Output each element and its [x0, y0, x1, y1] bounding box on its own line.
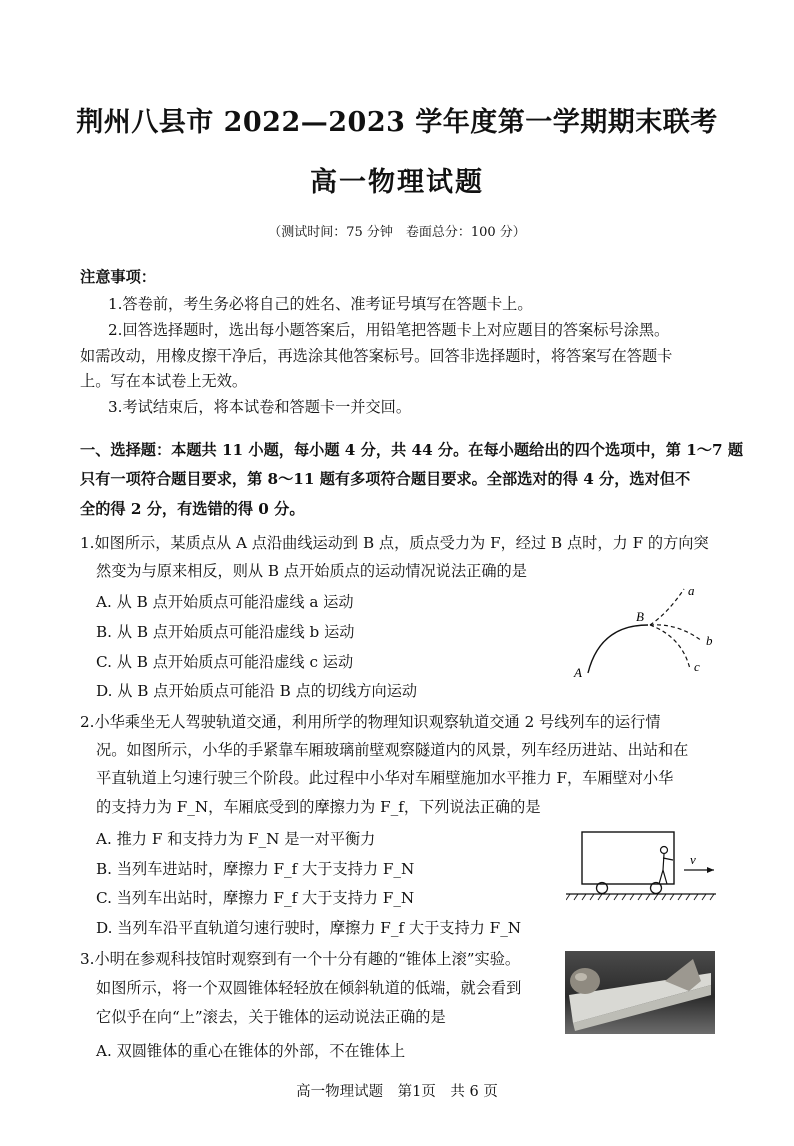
train-carriage [582, 832, 674, 884]
section-1-line-2: 只有一项符合题目要求，第 8～11 题有多项符合题目要求。全部选对的得 4 分，选对但不 [80, 470, 691, 488]
q2-option-b: B. 当列车进站时，摩擦力 F_f 大于支持力 F_N [96, 860, 415, 878]
q3-option-a: A. 双圆锥体的重心在锥体的外部，不在锥体上 [96, 1042, 406, 1060]
q3-stem-line-3: 它似乎在向“上”滚去，关于锥体的运动说法正确的是 [96, 1008, 446, 1026]
note-2-line-2: 如需改动，用橡皮擦干净后，再选涂其他答案标号。回答非选择题时，将答案写在答题卡 [80, 347, 673, 365]
q2-stem-line-2: 况。如图所示，小华的手紧靠车厢玻璃前壁观察隧道内的风景，列车经历进站、出站和在 [96, 741, 689, 759]
page-footer: 高一物理试题 第1页 共 6 页 [296, 1084, 498, 1100]
velocity-label: v [690, 852, 696, 867]
q2-stem-line-3: 平直轨道上匀速行驶三个阶段。此过程中小华对车厢壁施加水平推力 F，车厢壁对小华 [96, 769, 674, 787]
q1-label-c: c [694, 659, 700, 674]
q1-label-B: B [636, 609, 644, 624]
notes-heading: 注意事项： [80, 268, 156, 286]
exam-info: （测试时间：75 分钟 卷面总分：100 分） [268, 225, 526, 240]
q1-option-c: C. 从 B 点开始质点可能沿虚线 c 运动 [96, 653, 354, 671]
q3-stem-line-2: 如图所示，将一个双圆锥体轻轻放在倾斜轨道的低端，就会看到 [96, 979, 522, 997]
q2-option-c: C. 当列车出站时，摩擦力 F_f 大于支持力 F_N [96, 889, 415, 907]
passenger-figure [659, 847, 673, 885]
q1-option-d: D. 从 B 点开始质点可能沿 B 点的切线方向运动 [96, 682, 418, 700]
q1-option-a: A. 从 B 点开始质点可能沿虚线 a 运动 [96, 593, 354, 611]
q1-dashed-path-c [650, 625, 690, 669]
exam-subject-title: 高一物理试题 [310, 167, 484, 198]
q1-label-b: b [706, 633, 713, 648]
section-1-line-3: 全的得 2 分，有选错的得 0 分。 [80, 500, 305, 518]
q2-stem-line-1: 2.小华乘坐无人驾驶轨道交通，利用所学的物理知识观察轨道交通 2 号线列车的运行情 [80, 713, 661, 731]
q1-label-A: A [574, 665, 582, 680]
q2-train-figure [566, 830, 726, 906]
q2-option-a: A. 推力 F 和支持力为 F_N 是一对平衡力 [96, 830, 376, 848]
q3-stem-line-1: 3.小明在参观科技馆时观察到有一个十分有趣的“锥体上滚”实验。 [80, 950, 521, 968]
q1-dashed-path-b [650, 625, 702, 641]
q1-label-a: a [688, 585, 695, 598]
q1-option-b: B. 从 B 点开始质点可能沿虚线 b 运动 [96, 623, 355, 641]
q2-stem-line-4: 的支持力为 F_N，车厢底受到的摩擦力为 F_f，下列说法正确的是 [96, 798, 541, 816]
q1-solid-curve [588, 625, 648, 673]
q1-stem-line-1: 1.如图所示，某质点从 A 点沿曲线运动到 B 点，质点受力为 F，经过 B 点时，力 F 的方向突 [80, 534, 709, 552]
q3-double-cone-photo [565, 951, 715, 1034]
q1-dashed-path-a [650, 589, 684, 625]
note-2-line-3: 上。写在本试卷上无效。 [80, 372, 248, 390]
q2-option-d: D. 当列车沿平直轨道匀速行驶时，摩擦力 F_f 大于支持力 F_N [96, 919, 522, 937]
section-1-line-1: 一、选择题：本题共 11 小题，每小题 4 分，共 44 分。在每小题给出的四个选项中，第 1～7 题 [80, 441, 744, 459]
q1-stem-line-2: 然变为与原来相反，则从 B 点开始质点的运动情况说法正确的是 [96, 562, 527, 580]
note-3: 3.考试结束后，将本试卷和答题卡一并交回。 [108, 398, 412, 416]
exam-title: 荆州八县市 2022—2023 学年度第一学期期末联考 [76, 107, 718, 138]
note-1: 1.答卷前，考生务必将自己的姓名、准考证号填写在答题卡上。 [108, 295, 533, 313]
note-2-line-1: 2.回答选择题时，选出每小题答案后，用铅笔把答题卡上对应题目的答案标号涂黑。 [108, 321, 670, 339]
q1-trajectory-figure [560, 585, 730, 685]
